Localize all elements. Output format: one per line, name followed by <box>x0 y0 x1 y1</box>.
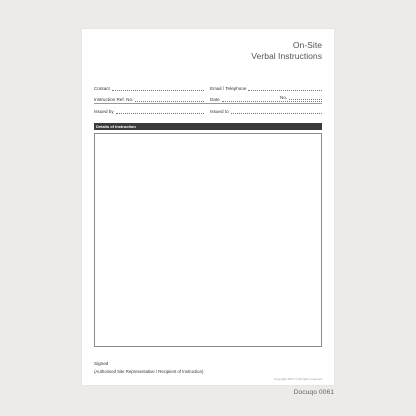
signed-note: (Authorised Site Representative / Recipient of Instruction) <box>94 369 204 374</box>
instruction-ref-field[interactable] <box>94 97 204 102</box>
issued-to-field[interactable] <box>210 109 322 114</box>
email-telephone-dotted-line <box>248 86 322 91</box>
product-code: Docuqo 0061 <box>293 389 334 396</box>
signed-label: Signed <box>94 361 109 366</box>
contact-dotted-line <box>112 86 204 91</box>
details-section-header: Details of Instruction <box>94 123 322 130</box>
number-label: No. <box>280 95 288 100</box>
contact-field[interactable] <box>94 86 204 91</box>
email-telephone-label: Email / Telephone <box>210 86 247 91</box>
form-sheet <box>82 29 334 385</box>
date-field[interactable] <box>210 97 322 102</box>
contact-label: Contact <box>94 86 110 91</box>
instruction-ref-dotted-line <box>135 97 204 102</box>
form-title <box>251 40 322 61</box>
issued-by-label: Issued by <box>94 109 114 114</box>
date-dotted-line <box>222 97 322 102</box>
copyright-text: Copyright 2021 © All rights reserved <box>273 377 322 381</box>
issued-to-label: Issued to <box>210 109 229 114</box>
details-text-area[interactable] <box>94 133 322 347</box>
issued-by-field[interactable] <box>94 109 204 114</box>
instruction-ref-label: Instruction Ref. No. <box>94 97 134 102</box>
signed-field[interactable] <box>94 361 204 366</box>
header-divider <box>94 103 322 104</box>
title-line-2: Verbal Instructions <box>251 50 322 61</box>
issued-by-dotted-line <box>116 109 204 114</box>
email-telephone-field[interactable] <box>210 86 322 91</box>
title-line-1: On-Site <box>292 40 322 50</box>
issued-to-dotted-line <box>231 109 322 114</box>
date-label: Date <box>210 97 220 102</box>
